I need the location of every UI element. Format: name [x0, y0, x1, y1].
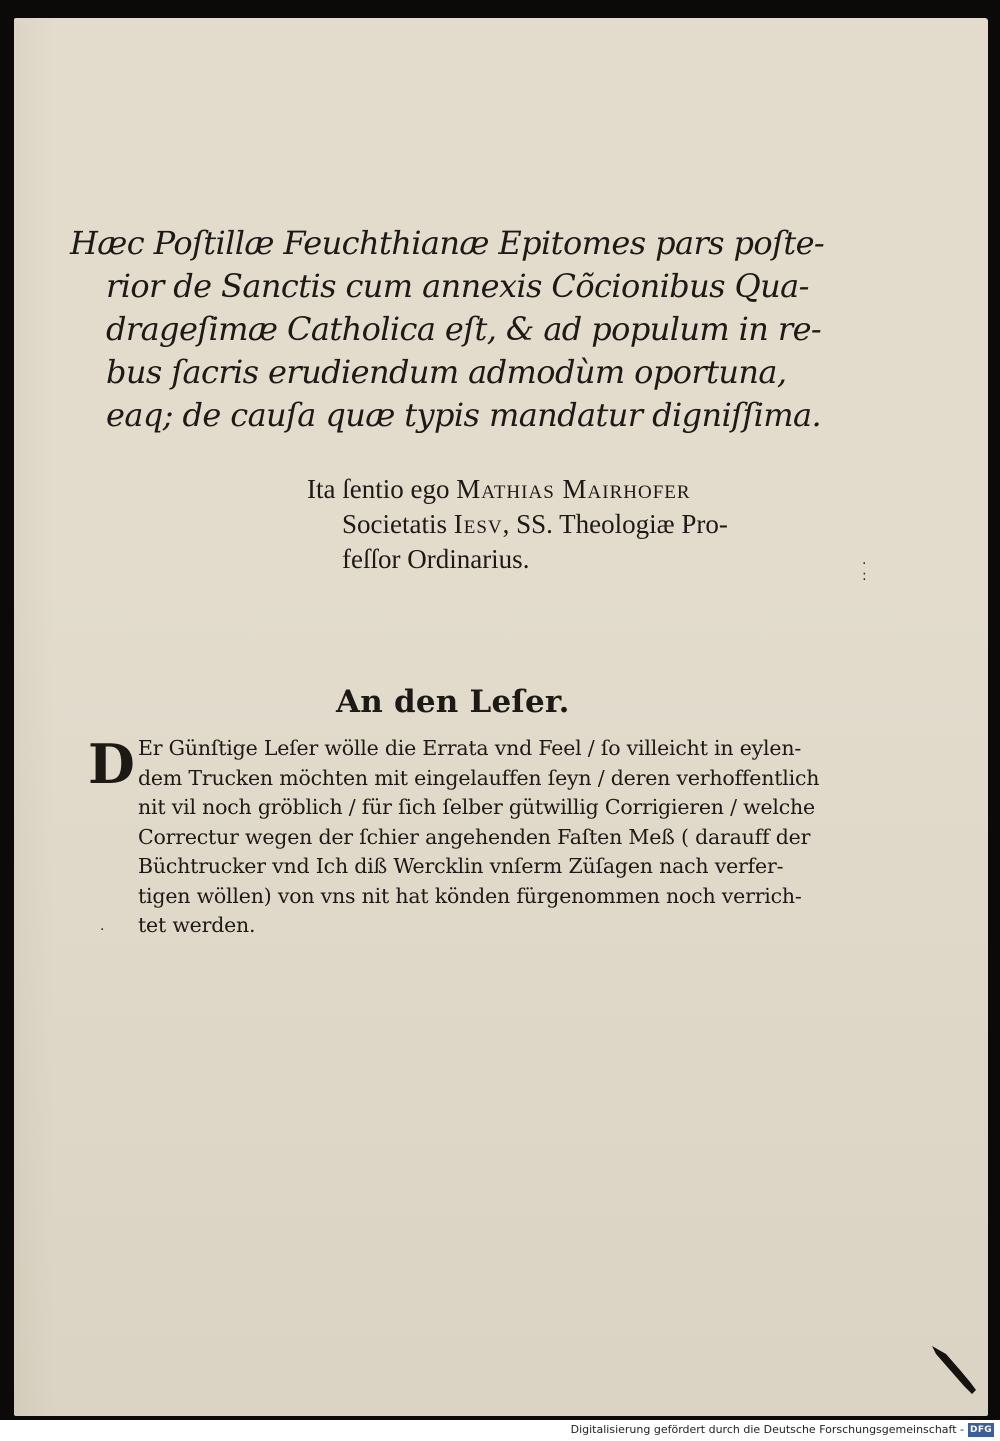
signature-society: Societatis — [342, 509, 454, 539]
signer-name: Mathias Mairhofer — [456, 474, 691, 504]
approbation-line: rior de Sanctis cum annexis Cõcionibus Qua- — [106, 267, 809, 305]
margin-dot: · — [100, 922, 105, 938]
funding-credit: Digitalisierung gefördert durch die Deutsche Forschungsgemeinschaft - — [570, 1423, 964, 1436]
digitization-footer — [0, 1420, 1000, 1441]
dfg-logo-icon: DFG — [968, 1423, 994, 1437]
signature-title: , SS. Theologiæ Pro- — [502, 509, 728, 539]
notice-line: tet werden. — [138, 913, 256, 937]
approbation-signature — [307, 472, 797, 577]
approbation-line: Hæc Poſtillæ Feuchthianæ Epitomes pars poſte- — [70, 224, 825, 262]
notice-line: Correctur wegen der ſchier angehenden Faſten Meß ( darauff der — [138, 824, 811, 849]
approbation-text — [70, 222, 825, 437]
approbation-line: bus ſacris erudiendum admodùm oportuna, — [106, 353, 787, 391]
margin-marks: · : — [862, 556, 867, 584]
notice-heading: An den Leſer. — [336, 684, 570, 720]
approbation-line: eaq; de cauſa quæ typis mandatur digniſſima. — [106, 396, 822, 434]
society-name: Iesv — [453, 509, 503, 539]
notice-line: dem Trucken möchten mit eingelauffen ſeyn / deren verhoffentlich — [138, 765, 820, 790]
notice-line: Er Günſtige Leſer wölle die Errata vnd Feel / ſo villeicht in eylen- — [138, 736, 802, 760]
signature-line-3: feſſor Ordinarius. — [342, 544, 530, 574]
notice-line: nit vil noch gröblich / für ſich ſelber gütwillig Corrigieren / welche — [138, 795, 815, 819]
signature-line-2 — [307, 507, 797, 542]
drop-cap-initial: D — [88, 732, 135, 796]
notice-line: tigen wöllen) von vns nit hat könden fürgenommen noch verrich- — [138, 883, 802, 908]
signature-line-1 — [307, 472, 797, 507]
notice-line: Büchtrucker vnd Ich diß Wercklin vnſerm Züſagen nach verfer- — [138, 854, 784, 878]
signature-prefix: Ita ſentio ego — [307, 474, 457, 504]
corner-ink-mark — [926, 1340, 986, 1400]
notice-body — [138, 734, 818, 941]
approbation-line: drageſimæ Catholica eſt, & ad populum in re- — [106, 310, 822, 348]
